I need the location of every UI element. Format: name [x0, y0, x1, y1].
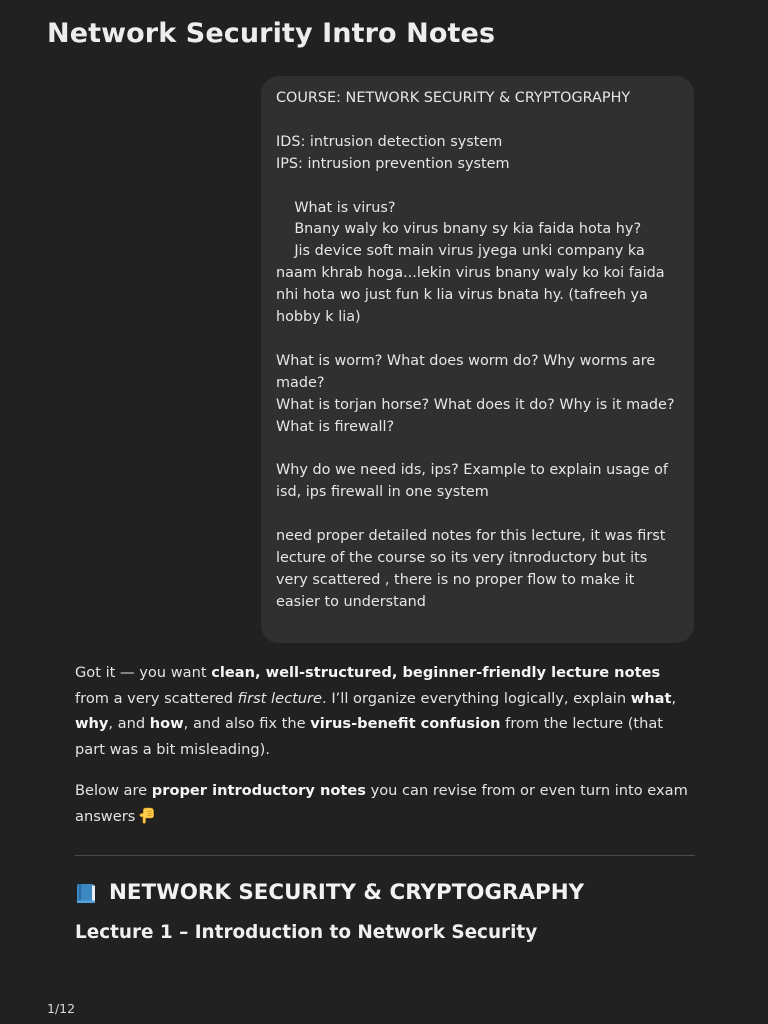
bold-text: clean, well-structured, beginner-friendly lecture notes — [211, 664, 661, 681]
section-divider — [75, 855, 695, 856]
text-span: Got it — you want — [75, 664, 212, 681]
text-span: you can revise from or even turn into exam answers — [75, 781, 688, 825]
text-span: , and also fix the — [183, 715, 311, 733]
blue-book-icon — [75, 882, 97, 904]
text-span: from a very scattered — [75, 689, 238, 707]
response-intro-paragraph — [75, 660, 695, 763]
heading-text: NETWORK SECURITY & CRYPTOGRAPHY — [109, 880, 585, 906]
page-title: Network Security Intro Notes — [47, 18, 496, 49]
italic-text: first lecture — [237, 689, 323, 707]
lecture-heading: Lecture 1 – Introduction to Network Security — [75, 922, 538, 944]
text-span: , — [671, 689, 677, 707]
text-span: Below are — [75, 781, 152, 799]
response-notes-paragraph — [75, 778, 695, 832]
user-message-bubble: COURSE: NETWORK SECURITY & CRYPTOGRAPHY IDS: intrusion detection system IPS: intrusion prevention system What is virus? Bnany waly ko virus bnany sy kia faida hota hy? Jis device soft main virus jyega unki company ka naam khrab hoga...lekin virus bnany waly ko koi faida nhi hota wo just fun k lia virus bnata hy. (tafreeh ya hobby k lia) What is worm? What does worm do? Why worms are made? What is torjan horse? What does it do? Why is it made? What is firewall? Why do we need ids, ips? Example to explain usage of isd, ips firewall in one system need proper detailed notes for this lecture, it was first lecture of the course so its very itnroductory but its very scattered , there is no proper flow to make it easier to understand — [261, 76, 694, 643]
bold-text: how — [149, 715, 184, 733]
text-span: from the lecture (that part was a bit misleading). — [75, 715, 664, 759]
bold-text: virus-benefit confusion — [310, 715, 501, 733]
backhand-index-pointing-down-icon — [138, 807, 155, 833]
assistant-response — [75, 660, 695, 946]
bold-text: why — [75, 715, 109, 733]
text-span: , and — [108, 715, 150, 733]
bold-text: proper introductory notes — [151, 781, 366, 799]
notes-main-heading — [75, 878, 695, 908]
bold-text: what — [630, 689, 672, 707]
text-span: . I’ll organize everything logically, explain — [322, 689, 631, 707]
page-counter: 1/12 — [47, 1001, 76, 1016]
